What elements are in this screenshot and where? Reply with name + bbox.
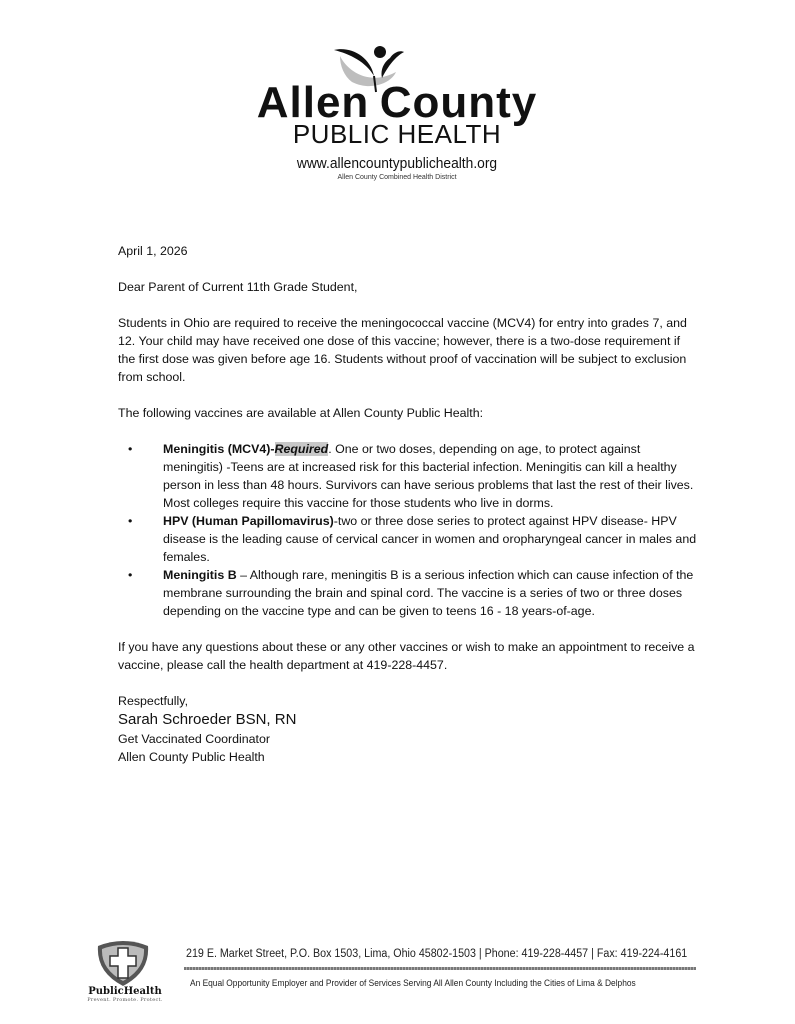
contact-paragraph: If you have any questions about these or any other vaccines or wish to make an appointment to receive a vaccine, please call the health department at 419-228-4457. <box>118 640 695 672</box>
vaccine-name: Meningitis (MCV4)- <box>163 442 275 456</box>
vaccine-description: . One or two doses, depending on age, to protect against meningitis) -Teens are at increased risk for this bacterial infection. Meningitis can kill a healthy person in less than 48 hours. Survivors can have serious problems that last the rest of their lives. Most colleges require this vaccine for those students who live in dorms. <box>163 442 694 510</box>
letter-body <box>118 242 698 766</box>
org-subtitle: PUBLIC HEALTH <box>292 119 502 149</box>
vaccine-item-menb <box>118 566 698 620</box>
signature-block <box>118 692 698 766</box>
footer-eeo-statement: An Equal Opportunity Employer and Provider of Services Serving All Allen County Including the Cities of Lima & Delphos <box>190 978 636 988</box>
vaccine-description: – Although rare, meningitis B is a serious infection which can cause infection of the membrane surrounding the brain and spinal cord. The vaccine is a series of two or three doses depending on the vaccine type and can be given to teens 16 - 18 years-of-age. <box>163 568 694 618</box>
vaccine-name: HPV (Human Papillomavirus) <box>163 514 334 528</box>
footer-brand: PublicHealth <box>88 986 162 997</box>
signer-title: Get Vaccinated Coordinator <box>118 732 270 746</box>
org-name-allen: Allen <box>256 78 370 127</box>
bullet-icon: • <box>128 442 133 456</box>
footer-address: 219 E. Market Street, P.O. Box 1503, Lima, Ohio 45802-1503 | Phone: 419-228-4457 | Fax: 419-224-4161 <box>186 948 688 960</box>
org-name <box>212 78 582 127</box>
required-badge: Required <box>274 442 329 456</box>
closing: Respectfully, <box>118 694 189 708</box>
vaccine-list <box>118 440 698 620</box>
letter-date: April 1, 2026 <box>118 244 188 258</box>
org-name-county: County <box>379 78 538 127</box>
district-name: Allen County Combined Health District <box>337 174 457 181</box>
footer-divider <box>184 967 696 970</box>
intro-paragraph: Students in Ohio are required to receive the meningococcal vaccine (MCV4) for entry into grades 7, and 12. Your child may have received one dose of this vaccine; however, there is a two-dose requirement if the first dose was given before age 16. Students without proof of vaccination will be subject to exclusion from school. <box>118 316 687 384</box>
bullet-icon: • <box>128 514 133 528</box>
salutation: Dear Parent of Current 11th Grade Student, <box>118 280 358 294</box>
website-link[interactable]: www.allencountypublichealth.org <box>296 155 498 172</box>
vaccine-item-hpv <box>118 512 698 566</box>
list-intro: The following vaccines are available at Allen County Public Health: <box>118 406 484 420</box>
bullet-icon: • <box>128 568 133 582</box>
vaccine-name: Meningitis B <box>163 568 237 582</box>
vaccine-item-mcv4 <box>118 440 698 512</box>
vaccine-description: -two or three dose series to protect against HPV disease- HPV disease is the leading cause of cervical cancer in women and oropharyngeal cancer in males and females. <box>163 514 697 564</box>
footer-tagline: Prevent. Promote. Protect. <box>87 997 163 1003</box>
signer-name: Sarah Schroeder BSN, RN <box>118 711 297 728</box>
signer-org: Allen County Public Health <box>118 750 265 764</box>
shield-cross-icon <box>92 938 154 988</box>
